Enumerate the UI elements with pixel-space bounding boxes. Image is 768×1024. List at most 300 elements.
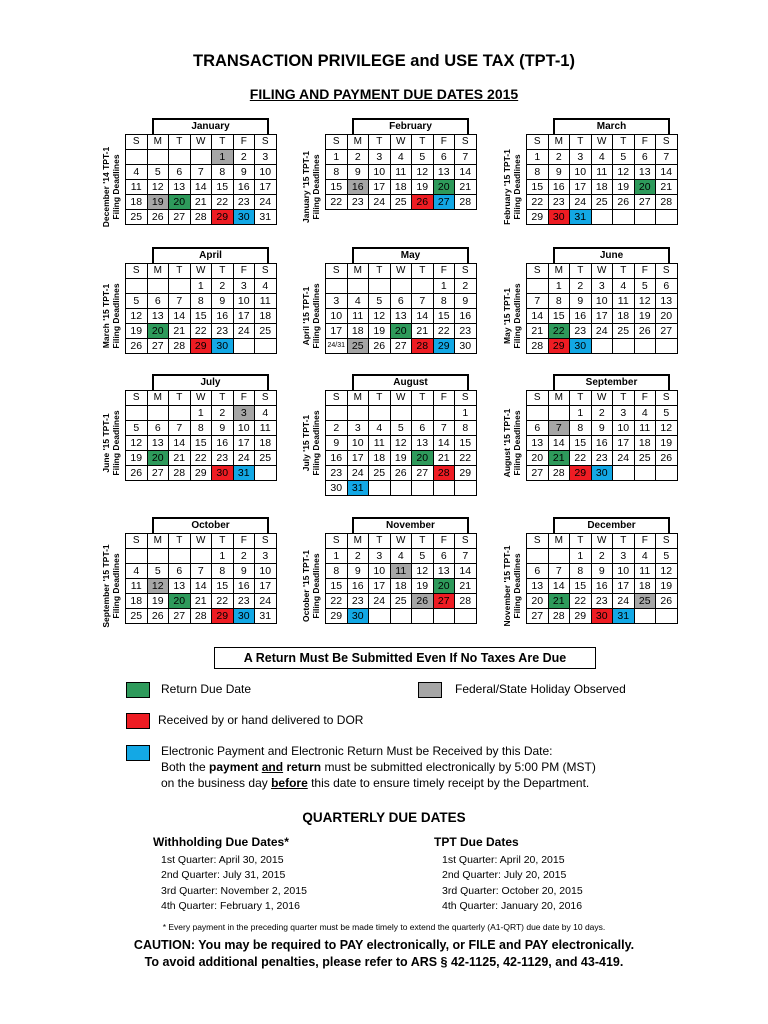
day-cell: 7: [548, 564, 570, 579]
month-july: [100, 377, 290, 497]
notice-box: A Return Must Be Submitted Even If No Taxes Are Due: [214, 647, 596, 669]
day-cell: 22: [212, 594, 234, 609]
day-cell: 10: [326, 309, 348, 324]
day-cell: 3: [369, 549, 391, 564]
day-cell: 1: [570, 406, 592, 421]
day-cell: 16: [455, 309, 477, 324]
day-cell: 16: [233, 579, 255, 594]
day-cell: 23: [570, 324, 592, 339]
day-cell: 27: [390, 339, 412, 354]
day-cell: 1: [326, 150, 348, 165]
day-cell: 24: [613, 594, 635, 609]
day-cell: 15: [570, 579, 592, 594]
day-cell: 12: [412, 165, 434, 180]
day-cell: 10: [255, 165, 277, 180]
weekday-header: T: [570, 135, 592, 150]
day-cell: 22: [326, 594, 348, 609]
day-cell: 17: [570, 180, 592, 195]
day-cell: 12: [656, 421, 678, 436]
empty-cell: [233, 339, 255, 354]
day-cell: 15: [433, 309, 455, 324]
day-cell: 4: [255, 406, 277, 421]
line3-before: before: [271, 776, 308, 790]
empty-cell: [369, 279, 391, 294]
day-cell: 22: [527, 195, 549, 210]
day-cell: 7: [548, 421, 570, 436]
day-cell: 22: [190, 324, 212, 339]
weekday-header: S: [326, 391, 348, 406]
day-cell: 5: [412, 150, 434, 165]
empty-cell: [126, 150, 148, 165]
day-cell: 12: [613, 165, 635, 180]
weekday-header: M: [548, 391, 570, 406]
weekday-header: T: [169, 135, 191, 150]
day-cell: 22: [570, 451, 592, 466]
weekday-header: M: [548, 264, 570, 279]
filing-deadline-label: April '15 TPT-1 Filing Deadlines: [301, 282, 321, 349]
day-cell: 31: [570, 210, 592, 225]
line2-and: and: [261, 760, 284, 774]
weekday-header: W: [591, 135, 613, 150]
month-march: [501, 121, 691, 241]
weekday-header: M: [347, 135, 369, 150]
filing-deadline-label: March '15 TPT-1 Filing Deadlines: [101, 282, 121, 349]
day-cell: 30: [233, 210, 255, 225]
day-cell: 13: [169, 180, 191, 195]
day-cell: 25: [591, 195, 613, 210]
day-cell: 4: [390, 549, 412, 564]
day-cell: 20: [390, 324, 412, 339]
day-cell: 8: [527, 165, 549, 180]
day-cell: 8: [570, 564, 592, 579]
day-cell: 4: [390, 150, 412, 165]
day-cell: 15: [190, 309, 212, 324]
day-cell: 26: [126, 466, 148, 481]
day-cell: 10: [369, 564, 391, 579]
filing-deadline-label: August '15 TPT-1 Filing Deadlines: [502, 408, 522, 477]
day-cell: 23: [212, 451, 234, 466]
day-cell: 18: [634, 436, 656, 451]
weekday-header: S: [455, 264, 477, 279]
day-cell: 7: [190, 165, 212, 180]
line3-part-c: this date to ensure timely receipt by the Department.: [307, 776, 590, 790]
day-cell: 5: [412, 549, 434, 564]
month-name: May: [352, 247, 469, 264]
day-cell: 20: [527, 451, 549, 466]
weekday-header: W: [390, 135, 412, 150]
day-cell: 21: [548, 594, 570, 609]
month-table: [526, 390, 678, 481]
day-cell: 28: [169, 466, 191, 481]
day-cell: 16: [326, 451, 348, 466]
line2-return: return: [286, 760, 322, 774]
filing-deadline-label: July '15 TPT-1 Filing Deadlines: [301, 409, 321, 476]
line2-part-a: Both the: [161, 760, 210, 774]
month-name: December: [553, 517, 670, 534]
day-cell: 15: [326, 180, 348, 195]
day-cell: 25: [255, 324, 277, 339]
day-cell: 4: [347, 294, 369, 309]
day-cell: 20: [433, 579, 455, 594]
weekday-header: S: [455, 135, 477, 150]
day-cell: 8: [326, 165, 348, 180]
day-cell: 7: [169, 421, 191, 436]
month-name: October: [152, 517, 269, 534]
day-cell: 11: [390, 564, 412, 579]
day-cell: 10: [347, 436, 369, 451]
weekday-header: T: [570, 534, 592, 549]
day-cell: 11: [613, 294, 635, 309]
day-cell: 14: [169, 436, 191, 451]
weekday-header: S: [527, 534, 549, 549]
day-cell: 13: [147, 436, 169, 451]
empty-cell: [634, 609, 656, 624]
weekday-header: T: [412, 264, 434, 279]
month-table: [125, 263, 277, 354]
day-cell: 15: [455, 436, 477, 451]
day-cell: 30: [212, 339, 234, 354]
day-cell: 26: [390, 466, 412, 481]
month-name: July: [152, 374, 269, 391]
weekday-header: T: [169, 391, 191, 406]
day-cell: 24: [233, 324, 255, 339]
day-cell: 12: [147, 180, 169, 195]
empty-cell: [347, 406, 369, 421]
day-cell: 28: [455, 195, 477, 210]
day-cell: 8: [455, 421, 477, 436]
day-cell: 19: [126, 451, 148, 466]
weekday-header: F: [233, 534, 255, 549]
line2-part-g: must be submitted electronically by 5:00 PM (MST): [321, 760, 596, 774]
day-cell: 26: [656, 594, 678, 609]
day-cell: 8: [548, 294, 570, 309]
day-cell: 7: [169, 294, 191, 309]
tpt-column: [434, 835, 583, 915]
day-cell: 5: [656, 406, 678, 421]
empty-cell: [390, 406, 412, 421]
day-cell: 22: [455, 451, 477, 466]
empty-cell: [147, 549, 169, 564]
weekday-header: T: [212, 135, 234, 150]
month-may: [300, 250, 490, 370]
weekday-header: W: [390, 391, 412, 406]
month-june: [501, 250, 691, 370]
day-cell: 22: [190, 451, 212, 466]
day-cell: 18: [126, 195, 148, 210]
day-cell: 25: [255, 451, 277, 466]
day-cell: 2: [212, 279, 234, 294]
empty-cell: [126, 406, 148, 421]
weekday-header: S: [656, 135, 678, 150]
day-cell: 15: [527, 180, 549, 195]
month-name: February: [352, 118, 469, 135]
day-cell: 18: [255, 436, 277, 451]
day-cell: 28: [412, 339, 434, 354]
day-cell: 9: [212, 421, 234, 436]
day-cell: 28: [548, 609, 570, 624]
weekday-header: T: [613, 534, 635, 549]
day-cell: 28: [433, 466, 455, 481]
day-cell: 11: [347, 309, 369, 324]
day-cell: 16: [591, 436, 613, 451]
day-cell: 18: [634, 579, 656, 594]
day-cell: 8: [212, 165, 234, 180]
weekday-header: S: [255, 391, 277, 406]
empty-cell: [326, 406, 348, 421]
day-cell: 2: [212, 406, 234, 421]
withholding-q3: 3rd Quarter: November 2, 2015: [161, 884, 307, 897]
weekday-header: S: [527, 391, 549, 406]
day-cell: 23: [455, 324, 477, 339]
day-cell: 29: [190, 466, 212, 481]
legend-electronic-line1: Electronic Payment and Electronic Return Must be Received by this Date:: [161, 744, 553, 758]
day-cell: 21: [455, 180, 477, 195]
weekday-header: S: [126, 264, 148, 279]
weekday-header: W: [190, 391, 212, 406]
day-cell: 20: [527, 594, 549, 609]
empty-cell: [326, 279, 348, 294]
month-table: [125, 533, 277, 624]
day-cell: 29: [570, 609, 592, 624]
day-cell: 28: [527, 339, 549, 354]
day-cell: 26: [147, 609, 169, 624]
empty-cell: [369, 406, 391, 421]
day-cell: 27: [169, 210, 191, 225]
weekday-header: T: [412, 534, 434, 549]
day-cell: 5: [656, 549, 678, 564]
day-cell: 30: [548, 210, 570, 225]
weekday-header: T: [169, 534, 191, 549]
empty-cell: [656, 609, 678, 624]
day-cell: 18: [613, 309, 635, 324]
empty-cell: [591, 210, 613, 225]
day-cell: 16: [548, 180, 570, 195]
month-table: [325, 390, 477, 496]
day-cell: 31: [255, 609, 277, 624]
day-cell: 20: [147, 324, 169, 339]
weekday-header: F: [233, 264, 255, 279]
empty-cell: [634, 466, 656, 481]
empty-cell: [412, 609, 434, 624]
day-cell: 12: [390, 436, 412, 451]
day-cell: 30: [212, 466, 234, 481]
day-cell: 27: [433, 594, 455, 609]
day-cell: 6: [433, 549, 455, 564]
day-cell: 2: [347, 150, 369, 165]
day-cell: 1: [570, 549, 592, 564]
weekday-header: F: [433, 391, 455, 406]
day-cell: 8: [433, 294, 455, 309]
day-cell: 10: [613, 564, 635, 579]
day-cell: 5: [613, 150, 635, 165]
day-cell: 3: [347, 421, 369, 436]
day-cell: 12: [634, 294, 656, 309]
day-cell: 17: [613, 579, 635, 594]
quarterly-heading: QUARTERLY DUE DATES: [302, 810, 466, 825]
day-cell: 26: [147, 210, 169, 225]
weekday-header: W: [591, 391, 613, 406]
empty-cell: [656, 466, 678, 481]
day-cell: 16: [233, 180, 255, 195]
day-cell: 1: [190, 279, 212, 294]
weekday-header: S: [126, 391, 148, 406]
day-cell: 26: [613, 195, 635, 210]
weekday-header: S: [255, 264, 277, 279]
day-cell: 21: [527, 324, 549, 339]
day-cell: 19: [634, 309, 656, 324]
weekday-header: S: [656, 534, 678, 549]
weekday-header: M: [548, 135, 570, 150]
day-cell: 13: [433, 165, 455, 180]
weekday-header: W: [390, 264, 412, 279]
empty-cell: [169, 549, 191, 564]
weekday-header: S: [126, 534, 148, 549]
day-cell: 30: [326, 481, 348, 496]
empty-cell: [613, 210, 635, 225]
day-cell: 1: [212, 150, 234, 165]
filing-deadline-label: February '15 TPT-1 Filing Deadlines: [502, 148, 522, 225]
weekday-header: T: [570, 391, 592, 406]
empty-cell: [169, 406, 191, 421]
day-cell: 6: [390, 294, 412, 309]
weekday-header: M: [147, 135, 169, 150]
weekday-header: T: [169, 264, 191, 279]
day-cell: 6: [634, 150, 656, 165]
empty-cell: [190, 549, 212, 564]
day-cell: 11: [634, 564, 656, 579]
empty-cell: [656, 210, 678, 225]
empty-cell: [455, 481, 477, 496]
empty-cell: [255, 339, 277, 354]
withholding-q4: 4th Quarter: February 1, 2016: [161, 900, 300, 912]
day-cell: 25: [390, 195, 412, 210]
day-cell: 5: [126, 421, 148, 436]
weekday-header: F: [634, 391, 656, 406]
day-cell: 16: [347, 579, 369, 594]
day-cell: 9: [326, 436, 348, 451]
day-cell: 25: [613, 324, 635, 339]
day-cell: 25: [634, 451, 656, 466]
day-cell: 17: [326, 324, 348, 339]
weekday-header: T: [613, 391, 635, 406]
tpt-title: TPT Due Dates: [434, 835, 519, 849]
day-cell: 11: [126, 579, 148, 594]
empty-cell: [455, 609, 477, 624]
day-cell: 28: [656, 195, 678, 210]
weekday-header: T: [613, 264, 635, 279]
day-cell: 26: [656, 451, 678, 466]
tpt-q4: 4th Quarter: January 20, 2016: [442, 900, 583, 912]
day-cell: 9: [347, 564, 369, 579]
day-cell: 21: [455, 579, 477, 594]
weekday-header: S: [326, 135, 348, 150]
month-table: [125, 390, 277, 481]
weekday-header: T: [570, 264, 592, 279]
day-cell: 7: [190, 564, 212, 579]
day-cell: 20: [634, 180, 656, 195]
day-cell: 15: [190, 436, 212, 451]
day-cell: 14: [190, 180, 212, 195]
weekday-header: S: [255, 135, 277, 150]
weekday-header: F: [233, 391, 255, 406]
day-cell: 25: [347, 339, 369, 354]
day-cell: 15: [570, 436, 592, 451]
month-table: [325, 533, 477, 624]
day-cell: 27: [433, 195, 455, 210]
legend-electronic: [161, 743, 596, 791]
day-cell: 13: [169, 579, 191, 594]
day-cell: 2: [455, 279, 477, 294]
day-cell: 5: [147, 564, 169, 579]
day-cell: 12: [147, 579, 169, 594]
month-name: March: [553, 118, 670, 135]
day-cell: 24: [347, 466, 369, 481]
tpt-q3: 3rd Quarter: October 20, 2015: [442, 884, 583, 897]
day-cell: 16: [212, 309, 234, 324]
month-april: [100, 250, 290, 370]
empty-cell: [433, 481, 455, 496]
day-cell: 21: [548, 451, 570, 466]
day-cell: 11: [255, 294, 277, 309]
weekday-header: T: [613, 135, 635, 150]
day-cell: 18: [369, 451, 391, 466]
day-cell: 23: [212, 324, 234, 339]
day-cell: 17: [369, 180, 391, 195]
day-cell: 4: [255, 279, 277, 294]
day-cell: 14: [527, 309, 549, 324]
withholding-title: Withholding Due Dates*: [153, 835, 289, 849]
day-cell: 25: [126, 210, 148, 225]
empty-cell: [126, 279, 148, 294]
day-cell: 2: [548, 150, 570, 165]
day-cell: 19: [369, 324, 391, 339]
day-cell: 15: [326, 579, 348, 594]
weekday-header: F: [634, 534, 656, 549]
day-cell: 30: [591, 609, 613, 624]
weekday-header: F: [433, 264, 455, 279]
day-cell: 2: [233, 150, 255, 165]
day-cell: 31: [233, 466, 255, 481]
day-cell: 11: [126, 180, 148, 195]
day-cell: 30: [347, 609, 369, 624]
day-cell: 18: [390, 180, 412, 195]
month-name: September: [553, 374, 670, 391]
day-cell: 12: [656, 564, 678, 579]
empty-cell: [347, 279, 369, 294]
day-cell: 30: [570, 339, 592, 354]
tpt-q2: 2nd Quarter: July 20, 2015: [442, 869, 567, 881]
day-cell: 26: [412, 594, 434, 609]
day-cell: 7: [412, 294, 434, 309]
day-cell: 6: [147, 421, 169, 436]
day-cell: 21: [190, 594, 212, 609]
empty-cell: [591, 339, 613, 354]
day-cell: 23: [548, 195, 570, 210]
weekday-header: T: [369, 264, 391, 279]
withholding-q2: 2nd Quarter: July 31, 2015: [161, 869, 286, 881]
day-cell: 4: [126, 564, 148, 579]
day-cell: 5: [634, 279, 656, 294]
filing-deadline-label: December '14 TPT-1 Filing Deadlines: [101, 146, 121, 227]
day-cell: 29: [212, 210, 234, 225]
weekday-header: S: [326, 534, 348, 549]
day-cell: 31: [613, 609, 635, 624]
day-cell: 9: [347, 165, 369, 180]
day-cell: 23: [347, 195, 369, 210]
day-cell: 2: [591, 549, 613, 564]
weekday-header: T: [369, 135, 391, 150]
day-cell: 20: [433, 180, 455, 195]
